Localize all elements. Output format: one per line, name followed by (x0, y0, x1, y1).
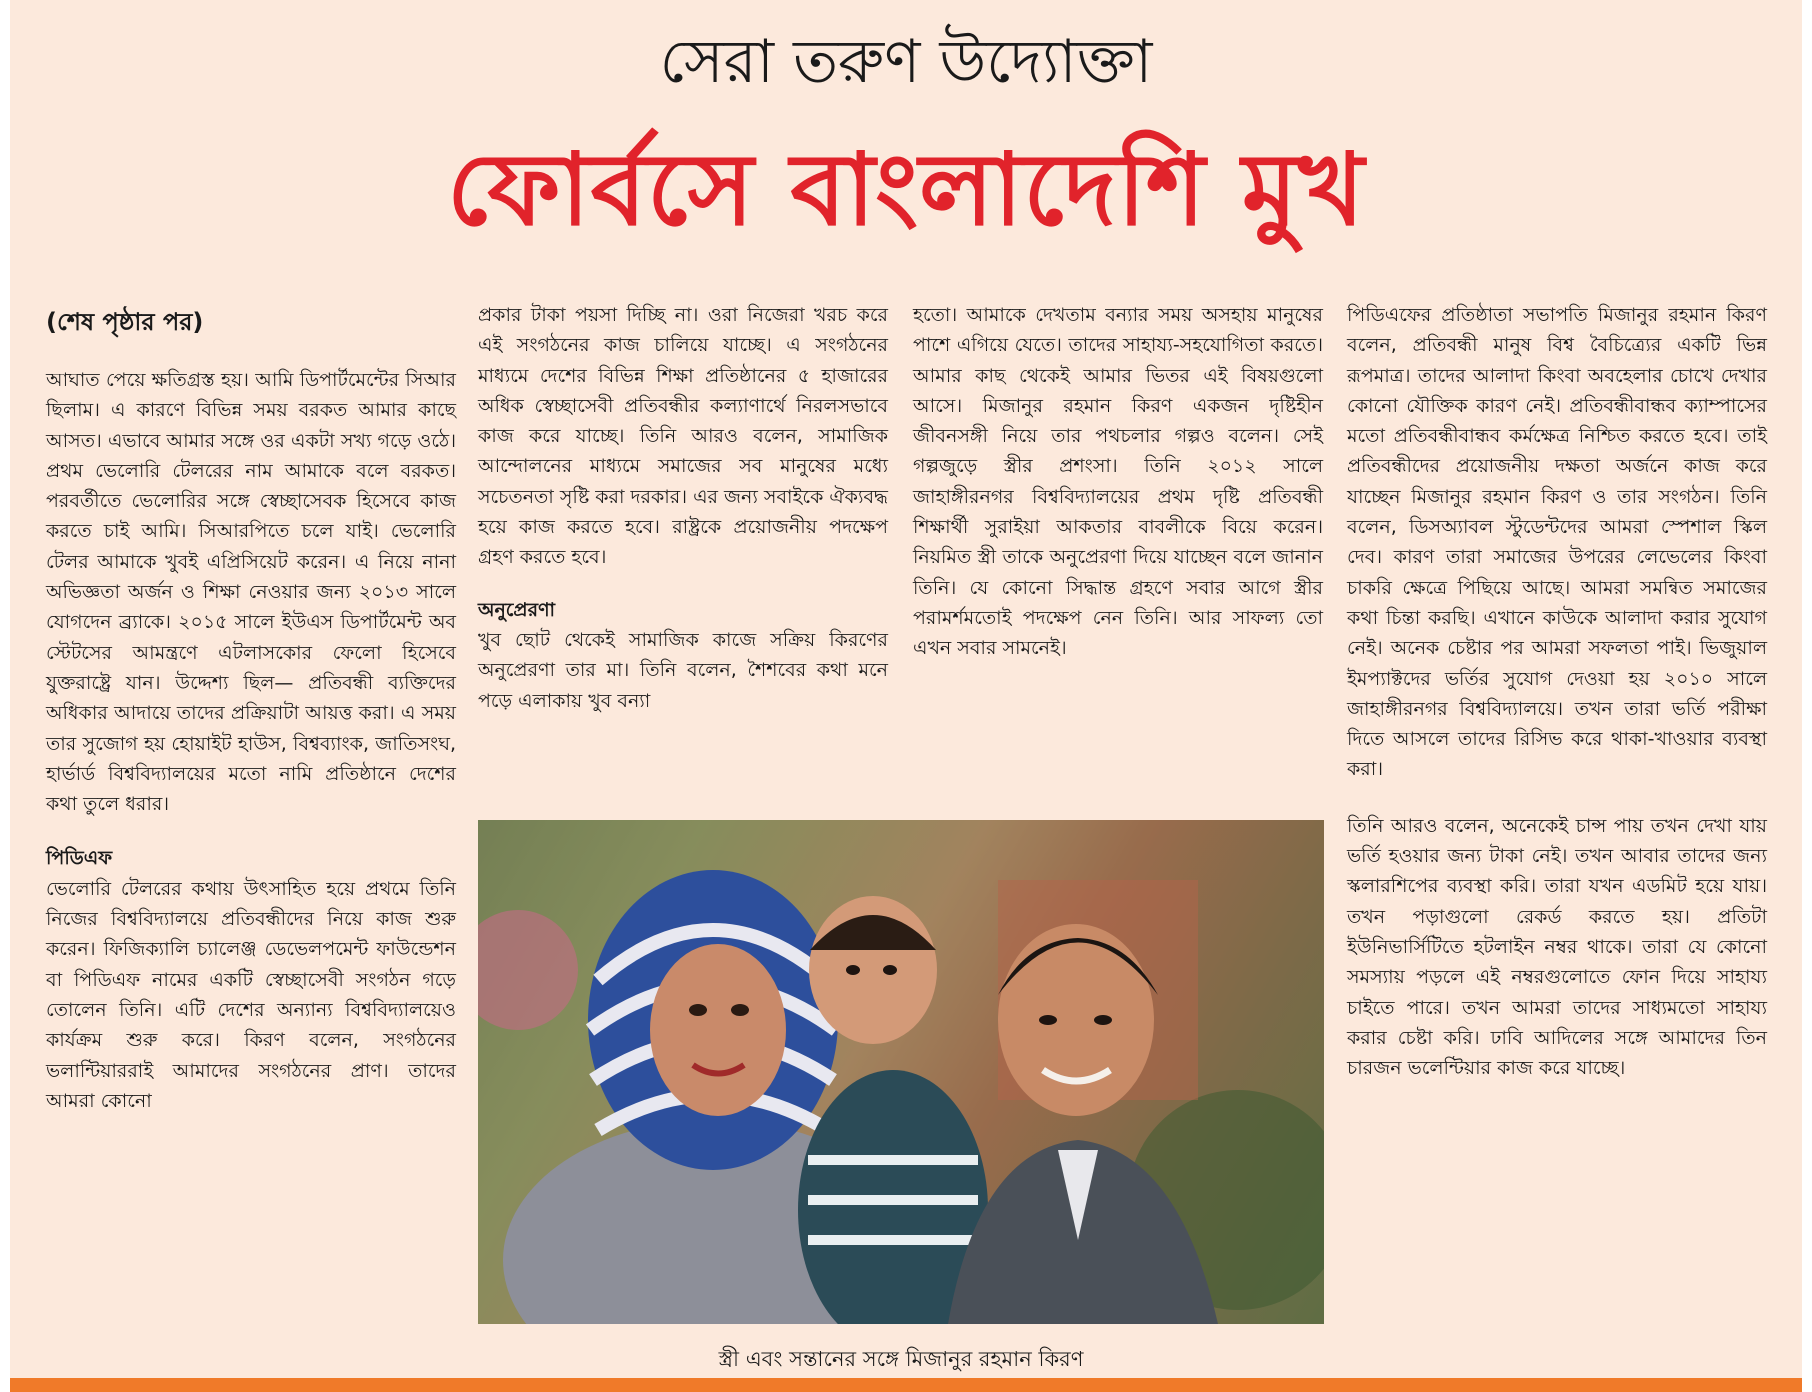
bottom-rule (10, 1378, 1802, 1392)
photo-illustration (478, 820, 1324, 1324)
article-column-1 (46, 305, 456, 1116)
photo-caption: স্ত্রী এবং সন্তানের সঙ্গে মিজানুর রহমান কিরণ (718, 1347, 1084, 1371)
headline: ফোর্বসে বাংলাদেশি মুখ (446, 131, 1366, 248)
newspaper-page (10, 0, 1802, 1392)
paragraph: তিনি আরও বলেন, অনেকেই চান্স পায় তখন দেখা যায় ভর্তি হওয়ার জন্য টাকা নেই। তখন আবার তাদের জন্য স্কলারশিপের ব্যবস্থা করি। তারা যখন এডমিট হয়ে যায়। তখন পড়াগুলো রেকর্ড করতে হয়। প্রতিটা ইউনিভার্সিটিতে হটলাইন নম্বর থাকে। তারা যে কোনো সমস্যায় পড়লে এই নম্বরগুলোতে ফোন দিয়ে সাহায্য চাইতে পারে। তখন আমরা তাদের সাধ্যমতো সাহায্য করার চেষ্টা করি। ঢাবি আদিলের সঙ্গে আমাদের তিন চারজন ভলেন্টিয়ার কাজ করে যাচ্ছে। (1347, 814, 1767, 1080)
article-column-2 (478, 300, 888, 716)
article-column-3 (913, 300, 1323, 664)
paragraph: প্রকার টাকা পয়সা দিচ্ছি না। ওরা নিজেরা খরচ করে এই সংগঠনের কাজ চালিয়ে যাচ্ছে। এ সংগঠনের মাধ্যমে দেশের বিভিন্ন শিক্ষা প্রতিষ্ঠানের ৫ হাজারের অধিক স্বেচ্ছাসেবী প্রতিবন্ধীর কল্যাণার্থে নিরলসভাবে কাজ করে যাচ্ছে। তিনি আরও বলেন, সামাজিক আন্দোলনের মাধ্যমে সমাজের সব মানুষের মধ্যে সচেতনতা সৃষ্টি করা দরকার। এর জন্য সবাইকে ঐক্যবদ্ধ হয়ে কাজ করতে হবে। রাষ্ট্রকে প্রয়োজনীয় পদক্ষেপ গ্রহণ করতে হবে। (478, 304, 888, 569)
article-column-4 (1347, 300, 1767, 1083)
paragraph: আঘাত পেয়ে ক্ষতিগ্রস্ত হয়। আমি ডিপার্টমেন্টের সিআর ছিলাম। এ কারণে বিভিন্ন সময় বরকত আমার কাছে আসত। এভাবে আমার সঙ্গে ওর একটা সখ্য গড়ে ওঠে। প্রথম ভেলোরি টেলরের নাম আমাকে বলে বরকত। পরবর্তীতে ভেলোরির সঙ্গে স্বেচ্ছাসেবক হিসেবে কাজ করতে চাই আমি। সিআরপিতে চলে যাই। ভেলোরি টেলর আমাকে খুবই এপ্রিসিয়েট করেন। এ নিয়ে নানা অভিজ্ঞতা অর্জন ও শিক্ষা নেওয়ার জন্য ২০১৩ সালে যোগদেন ব্র্যাকে। ২০১৫ সালে ইউএস ডিপার্টমেন্ট অব স্টেটসের আমন্ত্রণে এটলাসকোর ফেলো হিসেবে যুক্তরাষ্ট্রে যান। উদ্দেশ্য ছিল— প্রতিবন্ধী ব্যক্তিদের অধিকার আদায়ে তাদের প্রক্রিয়াটা আয়ত্ত করা। এ সময় তার সুজোগ হয় হোয়াইট হাউস, বিশ্বব্যাংক, জাতিসংঘ, হার্ভার্ড বিশ্ববিদ্যালয়ের মতো নামি প্রতিষ্ঠানে দেশের কথা তুলে ধরার। (46, 369, 456, 816)
paragraph: ভেলোরি টেলরের কথায় উৎসাহিত হয়ে প্রথমে তিনি নিজের বিশ্ববিদ্যালয়ে প্রতিবন্ধীদের নিয়ে কাজ শুরু করেন। ফিজিক্যালি চ্যালেঞ্জ ডেভেলপমেন্ট ফাউন্ডেশন বা পিডিএফ নামের একটি স্বেচ্ছাসেবী সংগঠন গড়ে তোলেন তিনি। এটি দেশের অন্যান্য বিশ্ববিদ্যালয়েও কার্যক্রম শুরু করে। কিরণ বলেন, সংগঠনের ভলান্টিয়াররাই আমাদের সংগঠনের প্রাণ। তাদের আমরা কোনো (46, 877, 456, 1112)
paragraph: খুব ছোট থেকেই সামাজিক কাজে সক্রিয় কিরণের অনুপ্রেরণা তার মা। তিনি বলেন, শৈশবের কথা মনে পড়ে এলাকায় খুব বন্যা (478, 628, 888, 712)
continued-label: (শেষ পৃষ্ঠার পর) (46, 308, 204, 336)
subheading: অনুপ্রেরণা (478, 598, 556, 621)
family-photo (478, 820, 1324, 1324)
paragraph: পিডিএফের প্রতিষ্ঠাতা সভাপতি মিজানুর রহমান কিরণ বলেন, প্রতিবন্ধী মানুষ বিশ্ব বৈচিত্র্যের একটি ভিন্ন রূপমাত্র। তাদের আলাদা কিংবা অবহেলার চোখে দেখার কোনো যৌক্তিক কারণ নেই। প্রতিবন্ধীবান্ধব ক্যাম্পাসের মতো প্রতিবন্ধীবান্ধব কর্মক্ষেত্র নিশ্চিত করতে হবে। তাই প্রতিবন্ধীদের প্রয়োজনীয় দক্ষতা অর্জনে কাজ করে যাচ্ছেন মিজানুর রহমান কিরণ ও তার সংগঠন। তিনি বলেন, ডিসঅ্যাবল স্টুডেন্টদের আমরা স্পেশাল স্কিল দেব। কারণ তারা সমাজের উপরের লেভেলের কিংবা চাকরি ক্ষেত্রে পিছিয়ে আছে। আমরা সমন্বিত সমাজের কথা চিন্তা করছি। এখানে কাউকে আলাদা করার সুযোগ নেই। অনেক চেষ্টার পর আমরা সফলতা পাই। ভিজুয়াল ইমপ্যাক্টদের ভর্তির সুযোগ দেওয়া হয় ২০১০ সালে জাহাঙ্গীরনগর বিশ্ববিদ্যালয়ে। তখন তারা ভর্তি পরীক্ষা দিতে আসলে তাদের রিসিভ করে থাকা-খাওয়ার ব্যবস্থা করা। (1347, 304, 1767, 781)
subheading: পিডিএফ (46, 847, 113, 870)
paragraph: হতো। আমাকে দেখতাম বন্যার সময় অসহায় মানুষের পাশে এগিয়ে যেতে। তাদের সাহায্য-সহযোগিতা করতে। আমার কাছ থেকেই আমার ভিতর এই বিষয়গুলো আসে। মিজানুর রহমান কিরণ একজন দৃষ্টিহীন জীবনসঙ্গী নিয়ে তার পথচলার গল্পও বলেন। সেই গল্পজুড়ে স্ত্রীর প্রশংসা। তিনি ২০১২ সালে জাহাঙ্গীরনগর বিশ্ববিদ্যালয়ের প্রথম দৃষ্টি প্রতিবন্ধী শিক্ষার্থী সুরাইয়া আকতার বাবলীকে বিয়ে করেন। নিয়মিত স্ত্রী তাকে অনুপ্রেরণা দিয়ে যাচ্ছেন বলে জানান তিনি। যে কোনো সিদ্ধান্ত গ্রহণে সবার আগে স্ত্রীর পরামর্শমতোই পদক্ষেপ নেন তিনি। আর সাফল্য তো এখন সবার সামনেই। (913, 304, 1323, 660)
kicker-title: সেরা তরুণ উদ্যোক্তা (659, 27, 1153, 97)
